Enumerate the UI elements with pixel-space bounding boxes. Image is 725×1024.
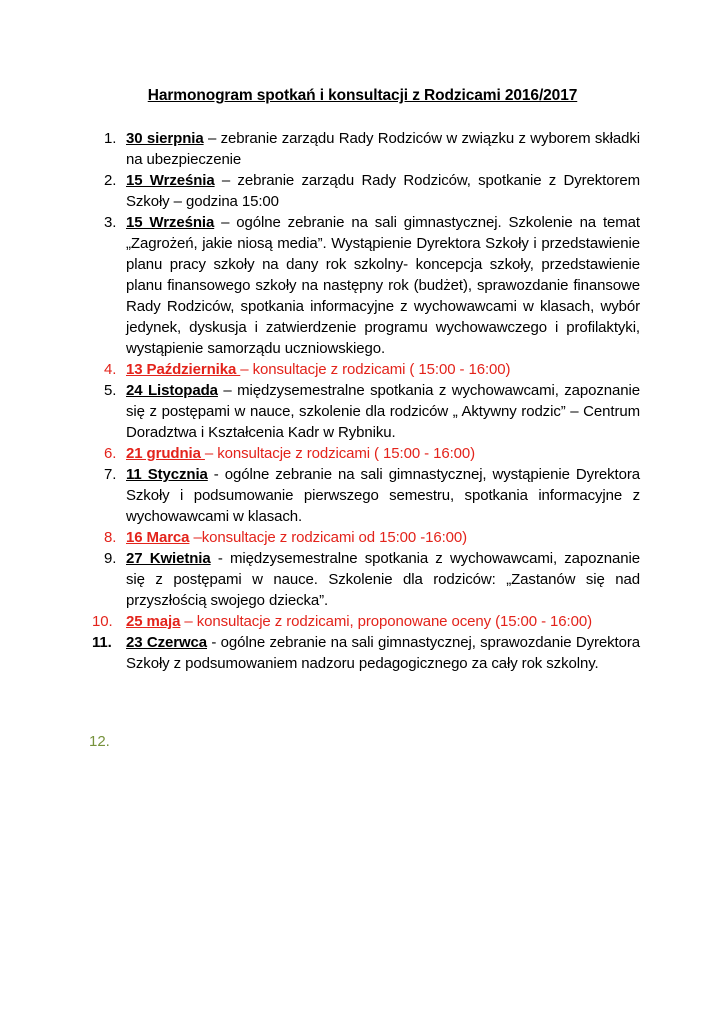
item-date: 24 Listopada bbox=[126, 382, 218, 399]
list-item bbox=[88, 632, 640, 674]
item-date: 16 Marca bbox=[126, 529, 190, 546]
item-text: – konsultacje z rodzicami ( 15:00 - 16:00) bbox=[240, 361, 511, 378]
item-date: 30 sierpnia bbox=[126, 130, 204, 147]
item-number: 10. bbox=[92, 613, 113, 630]
item-number: 2. bbox=[104, 172, 117, 189]
schedule-list bbox=[88, 128, 640, 674]
list-item bbox=[88, 170, 640, 212]
item-number: 3. bbox=[104, 214, 117, 231]
list-item-highlighted bbox=[88, 611, 640, 632]
item-number: 11. bbox=[92, 634, 112, 651]
list-item bbox=[88, 380, 640, 443]
item-number: 7. bbox=[104, 466, 117, 483]
item-number: 5. bbox=[104, 382, 117, 399]
item-number: 6. bbox=[104, 445, 117, 462]
list-item bbox=[88, 548, 640, 611]
item-date: 23 Czerwca bbox=[126, 634, 208, 651]
item-number: 4. bbox=[104, 361, 117, 378]
item-date: 11 Stycznia bbox=[126, 466, 208, 483]
item-date: 15 Września bbox=[126, 172, 215, 189]
item-text: – zebranie zarządu Rady Rodziców, spotkanie z Dyrektorem Szkoły – godzina 15:00 bbox=[126, 172, 640, 210]
item-number: 9. bbox=[104, 550, 117, 567]
item-text: - ogólne zebranie na sali gimnastycznej, wystąpienie Dyrektora Szkoły i podsumowanie pierwszego semestru, spotkania informacyjne z wychowawcami w klasach. bbox=[126, 466, 640, 525]
item-text: – konsultacje z rodzicami ( 15:00 - 16:00) bbox=[204, 445, 476, 462]
item-number: 8. bbox=[104, 529, 117, 546]
item-date: 21 grudnia bbox=[126, 445, 205, 462]
list-item-highlighted bbox=[88, 359, 640, 380]
list-item bbox=[88, 128, 640, 170]
item-date: 27 Kwietnia bbox=[126, 550, 211, 567]
item-text: – międzysemestralne spotkania z wychowawcami, zapoznanie się z postępami w nauce, szkolenie dla rodziców „ Aktywny rodzic” – Centrum Doradztwa i Kształcenia Kadr w Rybniku. bbox=[126, 382, 640, 441]
document-title: Harmonogram spotkań i konsultacji z Rodzicami 2016/2017 bbox=[147, 87, 578, 104]
item-text: – zebranie zarządu Rady Rodziców w związku z wyborem składki na ubezpieczenie bbox=[126, 130, 640, 168]
item-text: –konsultacje z rodzicami od 15:00 -16:00) bbox=[189, 529, 468, 546]
item-text: - międzysemestralne spotkania z wychowawcami, zapoznanie się z postępami w nauce. Szkolenie dla rodziców: „Zastanów się nad przyszłością swojego dziecka”. bbox=[126, 550, 640, 609]
list-item-highlighted bbox=[88, 527, 640, 548]
item-number: 1. bbox=[104, 130, 117, 147]
item-text: - ogólne zebranie na sali gimnastycznej, sprawozdanie Dyrektora Szkoły z podsumowaniem nadzoru pedagogicznego za cały rok szkolny. bbox=[126, 634, 640, 672]
trailing-list-number: 12. bbox=[89, 733, 110, 750]
list-item bbox=[88, 212, 640, 359]
item-date: 25 maja bbox=[126, 613, 181, 630]
item-date: 13 Października bbox=[126, 361, 241, 378]
item-text: – konsultacje z rodzicami, proponowane oceny (15:00 - 16:00) bbox=[180, 613, 592, 630]
item-text: – ogólne zebranie na sali gimnastycznej. Szkolenie na temat „Zagrożeń, jakie niosą media”. Wystąpienie Dyrektora Szkoły i przedstawienie planu pracy szkoły na dany rok szkolny- koncepcja szkoły, przedstawienie planu finansowego szkoły na następny rok (budżet), sprawozdanie finansowe Rady Rodziców, spotkania informacyjne z wychowawcami w klasach, wybór jedynek, dyskusja i zatwierdzenie programu wychowawczego i profilaktyki, wystąpienie samorządu uczniowskiego. bbox=[126, 214, 640, 357]
list-item-highlighted bbox=[88, 443, 640, 464]
item-date: 15 Września bbox=[126, 214, 215, 231]
list-item bbox=[88, 464, 640, 527]
